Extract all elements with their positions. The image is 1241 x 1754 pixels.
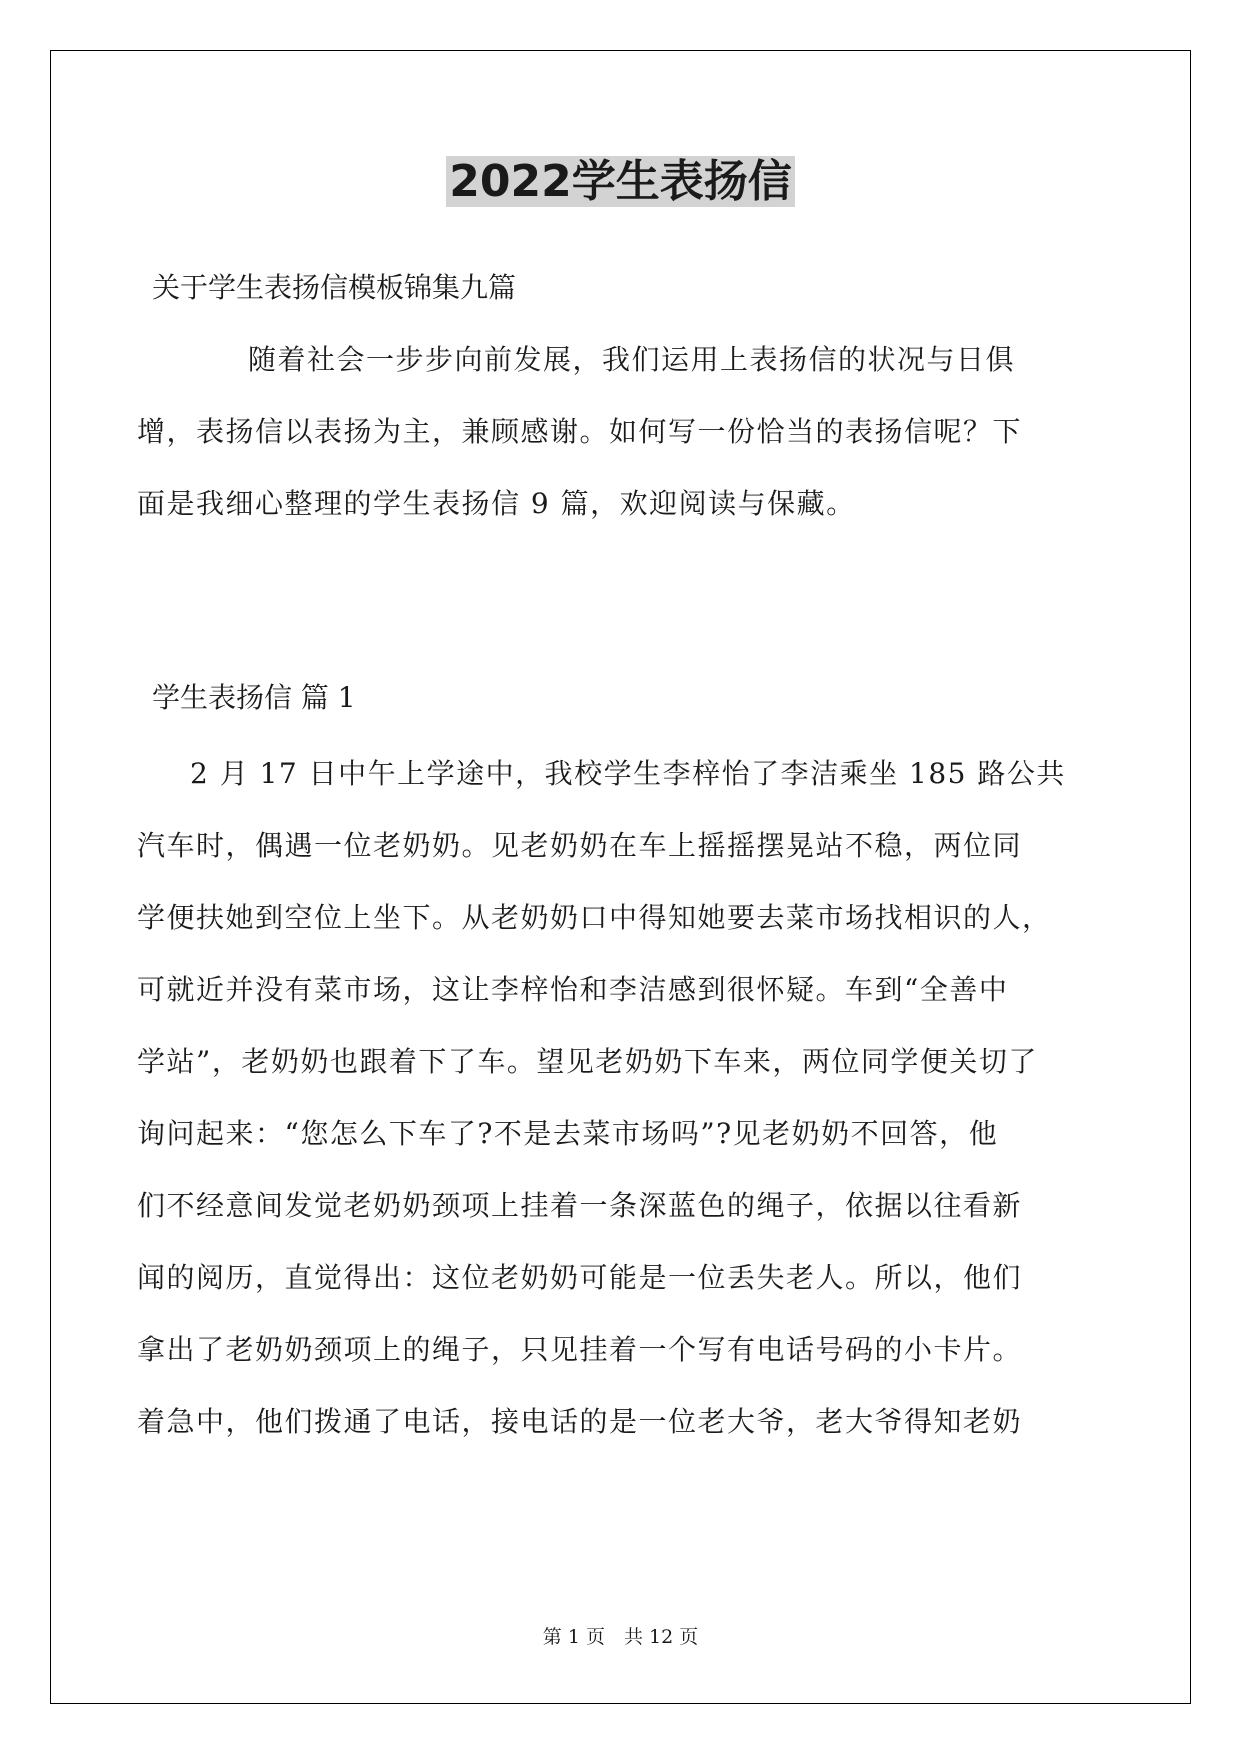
- intro-line-3: 面是我细心整理的学生表扬信 9 篇，欢迎阅读与保藏。: [137, 487, 856, 520]
- body-line-3: 学便扶她到空位上坐下。从老奶奶口中得知她要去菜市场找相识的人，: [137, 901, 1052, 934]
- body-line-5: 学站”，老奶奶也跟着下了车。望见老奶奶下车来，两位同学便关切了: [137, 1045, 1038, 1078]
- body-line-1: 2 月 17 日中午上学途中，我校学生李梓怡了李洁乘坐 185 路公共: [190, 757, 1066, 790]
- body-line-10: 着急中，他们拨通了电话，接电话的是一位老大爷，老大爷得知老奶: [137, 1405, 1023, 1438]
- body-line-2: 汽车时，偶遇一位老奶奶。见老奶奶在车上摇摇摆晃站不稳，两位同: [137, 829, 1023, 862]
- document-title-text: 2022学生表扬信: [446, 156, 794, 207]
- body-line-7: 们不经意间发觉老奶奶颈项上挂着一条深蓝色的绳子，依据以往看新: [137, 1189, 1023, 1222]
- intro-line-2: 增，表扬信以表扬为主，兼顾感谢。如何写一份恰当的表扬信呢？下: [137, 415, 1023, 448]
- page-footer: 第 1 页 共 12 页: [542, 1626, 699, 1648]
- document-title: [0, 152, 1241, 212]
- intro-line-1: 随着社会一步步向前发展，我们运用上表扬信的状况与日俱: [248, 343, 1016, 376]
- body-line-6: 询问起来：“您怎么下车了?不是去菜市场吗”?见老奶奶不回答，他: [137, 1117, 999, 1150]
- body-line-9: 拿出了老奶奶颈项上的绳子，只见挂着一个写有电话号码的小卡片。: [137, 1333, 1023, 1366]
- section-heading: 学生表扬信 篇 1: [152, 681, 356, 714]
- document-subtitle: 关于学生表扬信模板锦集九篇: [152, 271, 517, 304]
- body-line-8: 闻的阅历，直觉得出：这位老奶奶可能是一位丢失老人。所以，他们: [137, 1261, 1023, 1294]
- body-line-4: 可就近并没有菜市场，这让李梓怡和李洁感到很怀疑。车到“全善中: [137, 973, 1009, 1006]
